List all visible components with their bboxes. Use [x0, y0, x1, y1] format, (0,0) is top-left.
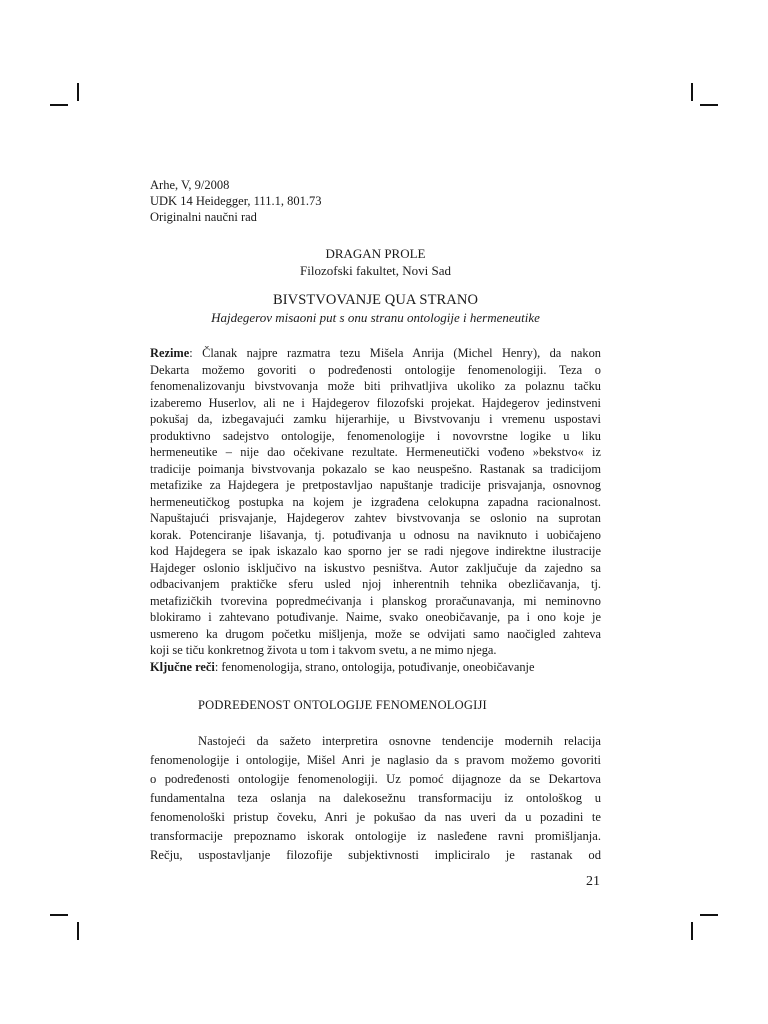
abstract-line: metafizičkih tvorevina popredmećivanja i planskog proračunavanja, mi neminovno [150, 593, 601, 608]
keywords-text: : fenomenologija, strano, ontologija, potuđivanje, oneobičavanje [214, 659, 535, 674]
abstract-line: usmereno ka drugom početku mišljenja, može se odvijati samo naočigled zahteva [150, 626, 601, 641]
article-subtitle: Hajdegerov misaoni put s onu stranu ontologije i hermeneutike [211, 310, 540, 325]
abstract-line: fenomenalizovanju bivstvovanja može biti prihvatljiva ukoliko za polaznu tačku [150, 379, 601, 393]
article-title-block [150, 291, 601, 326]
page-number: 21 [586, 874, 600, 889]
body-line: fenomenološki pristup čoveku, Anri je pokušao da nas uveri da u pozadini te [150, 810, 601, 824]
abstract-line: Rezime: Članak najpre razmatra tezu Mišela Anrija (Michel Henry), da nakon [150, 346, 601, 360]
body-line: Rečju, uspostavljanje filozofije subjektivnosti impliciralo je rastanak od [150, 848, 601, 862]
article-type: Originalni naučni rad [150, 210, 257, 224]
abstract-line: koji se tiču konkretnog života u tom i takvom svetu, a ne mimo njega. [150, 643, 497, 657]
body-line: transformacije prepoznamo iskorak ontologije iz nasleđene ravni promišljanja. [150, 829, 601, 843]
crop-mark-bottom-right-h [700, 914, 718, 916]
abstract-line: Hajdeger oslonio isključivo na iskustvo pesništva. Autor zaključuje da zajedno sa [150, 560, 601, 575]
abstract-label: Rezime [150, 346, 190, 360]
abstract [150, 345, 601, 675]
article-title: BIVSTVOVANJE QUA STRANO [272, 292, 479, 308]
abstract-line: kod Hajdegera se ipak iskazalo kao sporno jer se radi njegove indirektne ilustracije [150, 544, 601, 558]
abstract-line: hermeneutičkog postupka na kojem je izgrađena celokupna zapadna racionalnost. [150, 494, 601, 509]
abstract-line: pokušaj da, izbegavajući zamku hijerarhije, u Bivstvovanju i vremenu uspostavi [150, 412, 601, 426]
body-line: fundamentalna teza oslanja na dalekosežnu transformaciju iz ontološkog u [150, 791, 601, 805]
abstract-line: odbacivanjem praktičke sferu usled njoj inherentnih tehnika obezličavanja, tj. [150, 577, 601, 591]
crop-mark-bottom-right-v [691, 922, 693, 940]
body-line: Nastojeći da sažeto interpretira osnovne tendencije modernih relacija [198, 734, 601, 748]
crop-mark-top-right-v [691, 83, 693, 101]
body-text [150, 732, 601, 865]
udk-code: UDK 14 Heidegger, 111.1, 801.73 [150, 194, 322, 208]
abstract-line: korak. Potenciranje lišavanja, tj. potuđivanja u odnosu na naviknuto i uobičajeno [150, 527, 601, 542]
abstract-line: Dekarta možemo govoriti o podređenosti ontologije fenomenologiji. Teza o [150, 362, 601, 377]
keywords-line [150, 659, 601, 676]
abstract-line: Napuštajući prisvajanje, Hajdegerov zahtev bivstvovanja se oslonio na suprotan [150, 511, 601, 525]
crop-mark-top-left-v [77, 83, 79, 101]
section-heading: PODREĐENOST ONTOLOGIJE FENOMENOLOGIJI [198, 698, 487, 712]
author-name: DRAGAN PROLE [325, 246, 426, 261]
abstract-line: tradicije poimanja bivstvovanja pokazalo se kao neuspešno. Rastanak sa tradicijom [150, 461, 601, 476]
crop-mark-bottom-left-v [77, 922, 79, 940]
abstract-line: produktivno sadejstvo ontologije, fenomenologije i novovrstne logike u liku [150, 428, 601, 443]
crop-mark-top-right-h [700, 104, 718, 106]
abstract-line: izaberemo Huserlov, ali ne i Hajdegerov filozofski projekat. Hajdegerov jedinstveni [150, 395, 601, 410]
author-affiliation: Filozofski fakultet, Novi Sad [300, 263, 451, 278]
journal-reference: Arhe, V, 9/2008 [150, 178, 230, 192]
crop-mark-bottom-left-h [50, 914, 68, 916]
abstract-line: blokiramo i zahtevano potuđivanje. Naime, svako oneobičavanje, pa i ono koje je [150, 610, 601, 624]
abstract-line: metafizike za Hajdegera je pretpostavljao napuštanje tradicije prisvajanja, osnovnog [150, 478, 601, 492]
keywords-label: Ključne reči [150, 659, 215, 674]
crop-mark-top-left-h [50, 104, 68, 106]
abstract-line: hermeneutike – nije dao očekivane rezultate. Hermeneutički vođeno »bekstvo« iz [150, 445, 601, 459]
body-line: fenomenologije i ontologije, Mišel Anri je naglasio da s pravom možemo govoriti [150, 753, 601, 767]
body-line: o podređenosti ontologije fenomenologiji. Uz pomoć dijagnoze da se Dekartova [150, 772, 601, 786]
author-block [150, 245, 601, 279]
publication-meta [150, 177, 321, 225]
